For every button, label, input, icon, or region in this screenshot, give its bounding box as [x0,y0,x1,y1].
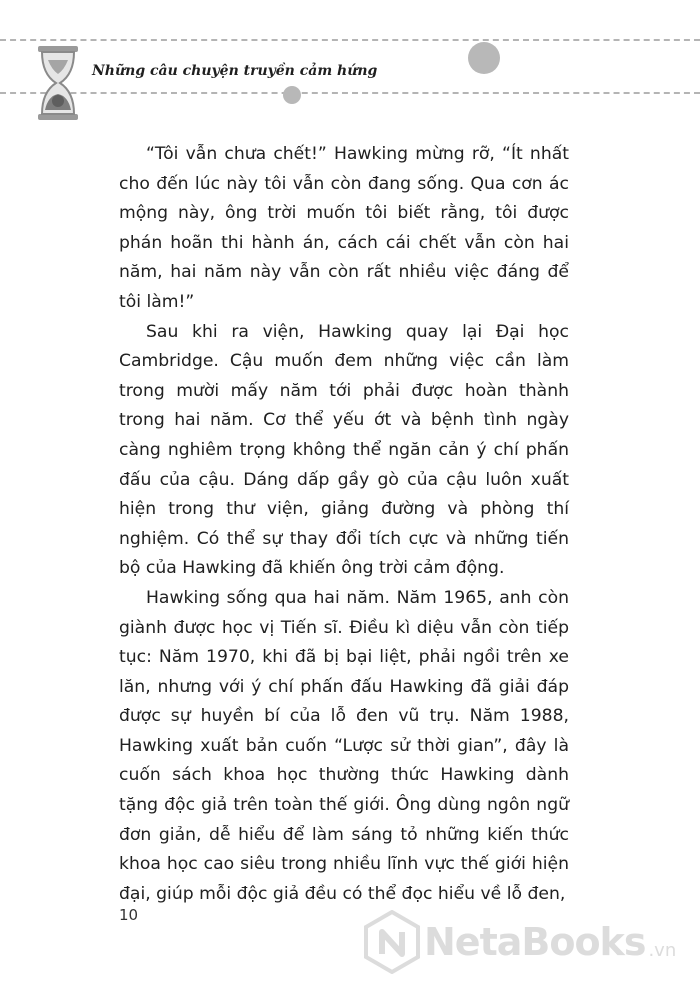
header-decor-circle-large [468,42,500,74]
watermark [364,907,694,977]
watermark-brand: NetaBooks [424,920,646,964]
paragraph-3: Hawking sống qua hai năm. Năm 1965, anh còn giành được học vị Tiến sĩ. Điều kì diệu vẫn còn tiếp tục: Năm 1970, khi đã bị bại liệt, phải ngồi trên xe lăn, nhưng với ý chí phấn đấu Hawking đã giải đáp được sự huyền bí của lỗ đen vũ trụ. Năm 1988, Hawking xuất bản cuốn “Lược sử thời gian”, đây là cuốn sách khoa học thường thức Hawking dành tặng độc giả trên toàn thế giới. Ông dùng ngôn ngữ đơn giản, dễ hiểu để làm sáng tỏ những kiến thức khoa học cao siêu trong nhiều lĩnh vực thế giới hiện đại, giúp mỗi độc giả đều có thể đọc hiểu về lỗ đen, [119,587,569,904]
header-decor-circle-small [283,86,301,104]
paragraph-1: “Tôi vẫn chưa chết!” Hawking mừng rỡ, “Ít nhất cho đến lúc này tôi vẫn còn đang sống. Qua cơn ác mộng này, ông trời muốn tôi biết rằng, tôi được phán hoãn thi hành án, cách cái chết vẫn còn hai năm, hai năm này vẫn còn rất nhiều việc đáng để tôi làm!” [119,144,569,312]
header-dashed-line-bottom [0,92,700,94]
header-dashed-line-top [0,39,700,41]
running-title: Những câu chuyện truyền cảm hứng [92,63,378,79]
watermark-domain: .vn [648,939,677,961]
page-header [0,0,700,130]
hourglass-icon [32,44,84,122]
netabooks-logo-icon [364,910,420,974]
paragraph-2: Sau khi ra viện, Hawking quay lại Đại học Cambridge. Cậu muốn đem những việc cần làm trong mười mấy năm tới phải được hoàn thành trong hai năm. Cơ thể yếu ớt và bệnh tình ngày càng nghiêm trọng không thể ngăn cản ý chí phấn đấu của cậu. Dáng dấp gầy gò của cậu luôn xuất hiện trong thư viện, giảng đường và phòng thí nghiệm. Có thể sự thay đổi tích cực và những tiến bộ của Hawking đã khiến ông trời cảm động. [119,321,569,579]
page-number: 10 [119,906,139,924]
body-text [119,140,569,909]
